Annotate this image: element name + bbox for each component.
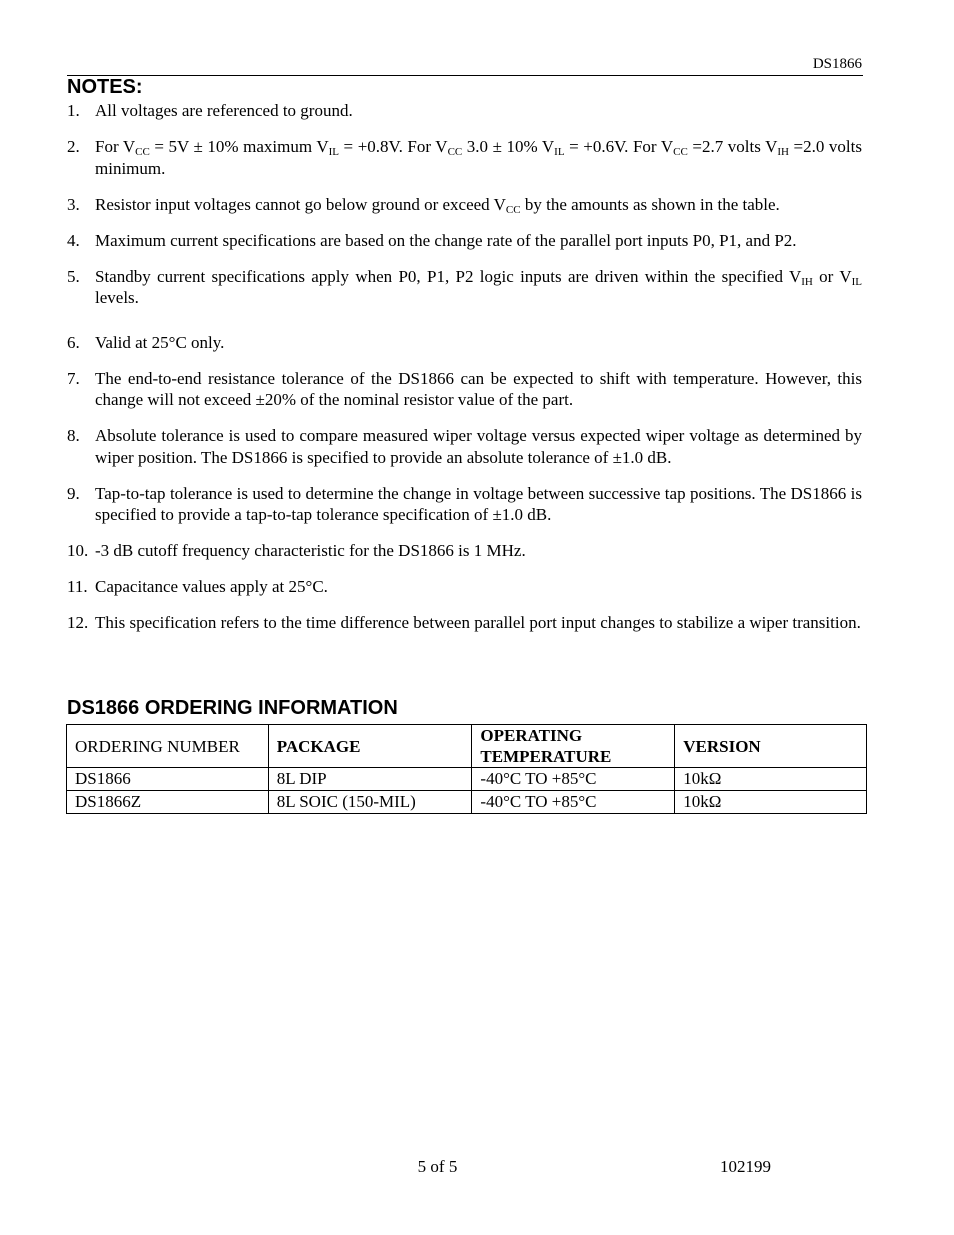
note-text [95,100,862,122]
subscript: IL [851,275,862,288]
text-run: =2.7 volts V [687,137,778,156]
text-run: This specification refers to the time difference between parallel port input changes to stabilize a wiper transition. [95,613,861,632]
text-run: For V [95,137,136,156]
list-item [67,612,862,634]
subscript: IL [554,146,565,158]
note-text [95,483,862,526]
note-text [95,194,862,216]
header-ordering-number: ORDERING NUMBER [67,725,269,768]
note-text [95,266,862,309]
header-operating-temperature: OPERATING TEMPERATURE [472,725,675,768]
text-run: by the amounts as shown in the table. [520,194,780,214]
text-run: 3.0 ± 10% V [462,137,555,156]
text-run: Maximum current specifications are based on the change rate of the parallel port inputs P0, P1, and P2. [95,230,797,250]
cell-version: 10kΩ [675,768,867,791]
list-item [67,483,862,526]
text-run: = 5V ± 10% maximum V [149,137,329,156]
note-number: 4. [67,230,80,250]
subscript: CC [135,146,150,158]
note-text [95,136,862,179]
list-item [67,332,862,354]
text-run: Resistor input voltages cannot go below ground or exceed V [95,194,506,214]
subscript: IH [801,275,813,288]
text-run: levels. [95,288,139,307]
ordering-heading: DS1866 ORDERING INFORMATION [67,697,398,719]
text-run: Standby current specifications apply when P0, P1, P2 logic inputs are driven within the specified V [95,266,802,286]
text-run: Absolute tolerance is used to compare measured wiper voltage versus expected wiper voltage as determined by wiper position. The DS1866 is specified to provide an absolute tolerance of ±1.0 dB. [95,426,862,467]
note-text [95,230,862,252]
note-text [95,425,862,468]
list-item [67,266,862,309]
text-run: The end-to-end resistance tolerance of the DS1866 can be expected to shift with temperature. However, this change will not exceed ±20% of the nominal resistor value of the part. [95,368,862,409]
header-package: PACKAGE [268,725,472,768]
notes-heading: NOTES: [67,76,143,98]
note-number: 12. [67,613,89,632]
note-number: 5. [67,266,80,286]
text-run: Valid at 25°C only. [95,332,225,352]
text-run: = +0.8V. For V [339,137,448,156]
list-item [67,425,862,468]
subscript: IH [777,146,789,158]
header-version: VERSION [675,725,867,768]
document-code: 102199 [720,1157,771,1176]
note-number: 11. [67,577,88,596]
note-number: 8. [67,426,80,445]
list-item [67,194,862,216]
text-run: -3 dB cutoff frequency characteristic for the DS1866 is 1 MHz. [95,541,526,560]
page-number: 5 of 5 [417,1157,458,1176]
note-number: 7. [67,368,80,388]
subscript: CC [447,146,463,158]
subscript: IL [328,146,339,158]
ordering-table [66,724,867,814]
list-item [67,540,862,562]
list-item [67,100,862,122]
note-number: 3. [67,194,80,214]
list-item [67,368,862,411]
list-item [67,576,862,598]
text-run: Tap-to-tap tolerance is used to determine the change in voltage between successive tap positions. The DS1866 is specified to provide a tap-to-tap tolerance specification of ±1.0 dB. [95,483,862,524]
note-text [95,576,862,598]
header-divider [67,75,863,76]
subscript: CC [673,146,688,158]
list-item [67,230,862,252]
text-run: or V [812,266,852,286]
cell-ordering-number: DS1866Z [67,791,269,814]
text-run: All voltages are referenced to ground. [95,101,353,120]
text-run: Capacitance values apply at 25°C. [95,577,328,596]
note-number: 10. [67,541,89,560]
text-run: = +0.6V. For V [564,137,674,156]
cell-ordering-number: DS1866 [67,768,269,791]
text-run: =2.0 volts minimum. [95,137,862,178]
note-number: 2. [67,137,80,156]
note-number: 1. [67,101,80,120]
note-text [95,368,862,411]
table-header-row [67,725,867,768]
table-row [67,768,867,791]
cell-operating-temperature: -40°C TO +85°C [472,791,675,814]
note-number: 9. [67,483,80,503]
cell-package: 8L SOIC (150-MIL) [268,791,472,814]
document-id: DS1866 [812,56,862,72]
table-row [67,791,867,814]
notes-list [67,100,862,648]
note-text [95,332,862,354]
cell-operating-temperature: -40°C TO +85°C [472,768,675,791]
subscript: CC [505,203,521,216]
cell-version: 10kΩ [675,791,867,814]
list-item [67,136,862,179]
note-number: 6. [67,332,80,352]
cell-package: 8L DIP [268,768,472,791]
note-text [95,540,862,562]
note-text [95,612,862,634]
